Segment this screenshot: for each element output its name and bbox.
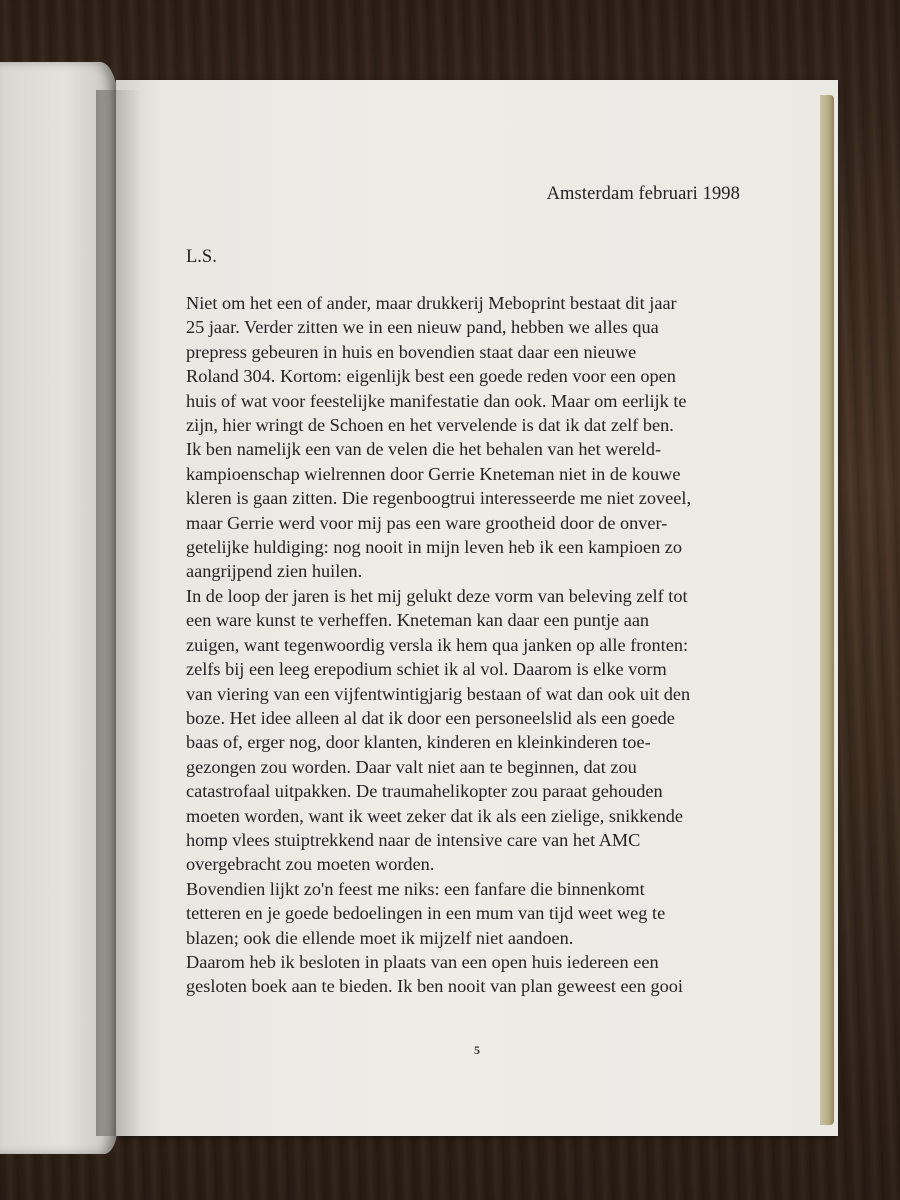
- text-line: Daarom heb ik besloten in plaats van een open huis iedereen een: [186, 951, 659, 972]
- salutation: L.S.: [186, 247, 217, 267]
- page-stack-edge: [820, 95, 834, 1125]
- body-text: [186, 291, 786, 999]
- text-line: 25 jaar. Verder zitten we in een nieuw pand, hebben we alles qua: [186, 317, 659, 338]
- text-line: kampioenschap wielrennen door Gerrie Kneteman niet in de kouwe: [186, 463, 681, 484]
- text-line: aangrijpend zien huilen.: [186, 561, 363, 582]
- text-line: gesloten boek aan te bieden. Ik ben nooit van plan geweest een gooi: [186, 976, 683, 997]
- text-line: kleren is gaan zitten. Die regenboogtrui interesseerde me niet zoveel,: [186, 488, 692, 509]
- text-line: tetteren en je goede bedoelingen in een mum van tijd weet weg te: [186, 903, 666, 924]
- text-line: prepress gebeuren in huis en bovendien staat daar een nieuwe: [186, 341, 637, 362]
- text-line: boze. Het idee alleen al dat ik door een personeelslid als een goede: [186, 707, 675, 728]
- text-line: een ware kunst te verheffen. Kneteman kan daar een puntje aan: [186, 610, 650, 631]
- text-line: blazen; ook die ellende moet ik mijzelf niet aandoen.: [186, 927, 574, 948]
- book-gutter-shadow: [96, 90, 142, 1136]
- text-line: gezongen zou worden. Daar valt niet aan te beginnen, dat zou: [186, 756, 637, 777]
- text-line: homp vlees stuiptrekkend naar de intensive care van het AMC: [186, 829, 641, 850]
- dateline: Amsterdam februari 1998: [546, 184, 740, 204]
- text-line: overgebracht zou moeten worden.: [186, 854, 435, 875]
- page-number: 5: [474, 1043, 480, 1057]
- text-line: moeten worden, want ik weet zeker dat ik als een zielige, snikkende: [186, 805, 683, 826]
- text-line: catastrofaal uitpakken. De traumahelikopter zou paraat gehouden: [186, 781, 663, 802]
- text-line: van viering van een vijfentwintigjarig bestaan of wat dan ook uit den: [186, 683, 691, 704]
- text-line: huis of wat voor feestelijke manifestatie dan ook. Maar om eerlijk te: [186, 390, 687, 411]
- text-line: getelijke huldiging: nog nooit in mijn leven heb ik een kampioen zo: [186, 537, 683, 558]
- text-line: maar Gerrie werd voor mij pas een ware grootheid door de onver-: [186, 512, 668, 533]
- text-line: In de loop der jaren is het mij gelukt deze vorm van beleving zelf tot: [186, 585, 688, 606]
- text-line: Roland 304. Kortom: eigenlijk best een goede reden voor een open: [186, 366, 676, 387]
- text-line: zuigen, want tegenwoordig versla ik hem qua janken op alle fronten:: [186, 634, 689, 655]
- right-book-page: [116, 80, 838, 1136]
- text-line: baas of, erger nog, door klanten, kinderen en kleinkinderen toe-: [186, 732, 651, 753]
- text-line: zijn, hier wringt de Schoen en het vervelende is dat ik dat zelf ben.: [186, 415, 674, 436]
- text-line: Ik ben namelijk een van de velen die het behalen van het wereld-: [186, 439, 662, 460]
- text-line: Bovendien lijkt zo'n feest me niks: een fanfare die binnenkomt: [186, 878, 645, 899]
- text-line: Niet om het een of ander, maar drukkerij Meboprint bestaat dit jaar: [186, 293, 677, 313]
- text-line: zelfs bij een leeg erepodium schiet ik al vol. Daarom is elke vorm: [186, 659, 667, 680]
